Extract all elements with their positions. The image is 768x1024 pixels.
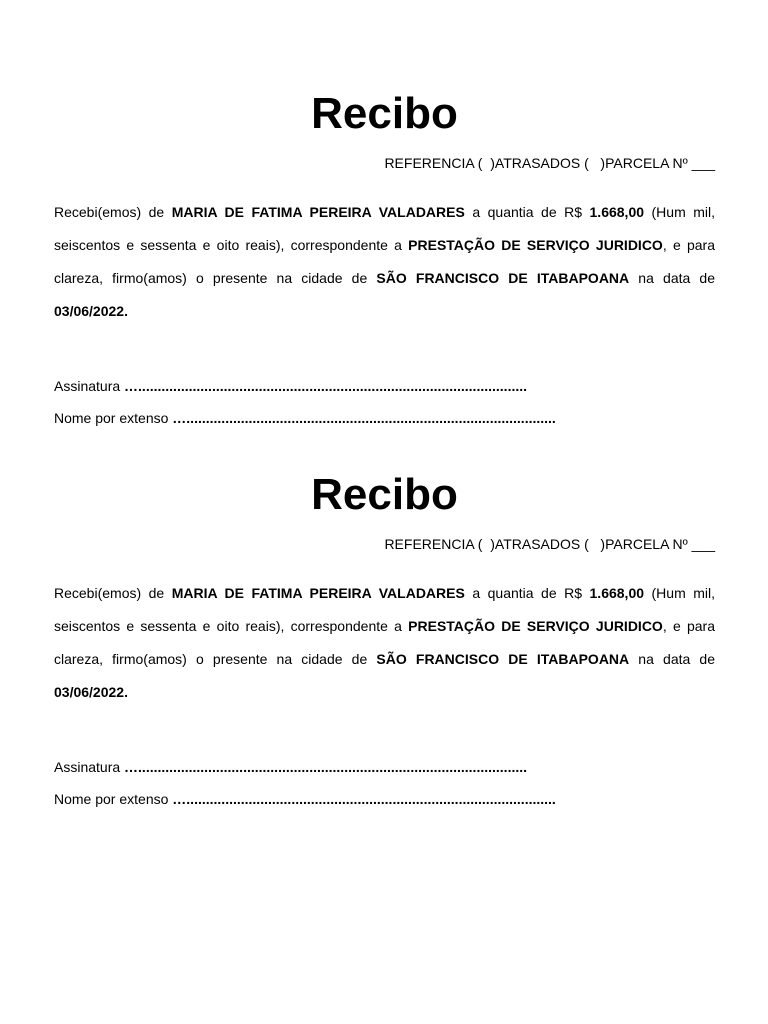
signature-dots: …....................................................................................................	[124, 378, 528, 394]
receipt-1	[54, 88, 715, 427]
receipt-title: Recibo	[311, 470, 458, 519]
city-name: SÃO FRANCISCO DE ITABAPOANA	[376, 651, 630, 667]
body-text-segment: (Hum mil, seiscentos e sessenta e oito reais), correspondente a	[54, 585, 715, 634]
signature-line	[54, 758, 715, 776]
body-text-segment: , e para clareza, firmo(amos) o presente na cidade de	[54, 237, 715, 286]
payer-name: MARIA DE FATIMA PEREIRA VALADARES	[171, 585, 465, 601]
body-text-segment: na data de	[629, 270, 715, 286]
body-text-segment: (Hum mil, seiscentos e sessenta e oito reais), correspondente a	[54, 204, 715, 253]
signature-label: Assinatura	[54, 759, 125, 775]
payer-name: MARIA DE FATIMA PEREIRA VALADARES	[171, 204, 465, 220]
body-text-segment: , e para clareza, firmo(amos) o presente na cidade de	[54, 618, 715, 667]
body-text-segment: Recebi(emos) de	[54, 204, 172, 220]
receipt-body	[54, 577, 715, 709]
fullname-dots: …...............................................................................................	[172, 410, 556, 426]
reference-line: REFERENCIA ( )ATRASADOS ( )PARCELA Nº ___	[384, 155, 715, 171]
receipt-date: 03/06/2022.	[54, 684, 128, 700]
fullname-label: Nome por extenso	[54, 791, 173, 807]
reference-line: REFERENCIA ( )ATRASADOS ( )PARCELA Nº ___	[384, 536, 715, 552]
receipt-title: Recibo	[311, 89, 458, 138]
amount-value: 1.668,00	[589, 585, 645, 601]
city-name: SÃO FRANCISCO DE ITABAPOANA	[376, 270, 630, 286]
body-text-segment: a quantia de R$	[464, 204, 590, 220]
receipt-2	[54, 469, 715, 808]
signature-dots: …....................................................................................................	[124, 759, 528, 775]
body-text-segment: na data de	[629, 651, 715, 667]
receipt-body	[54, 196, 715, 328]
fullname-dots: …...............................................................................................	[172, 791, 556, 807]
receipt-date: 03/06/2022.	[54, 303, 128, 319]
fullname-line	[54, 409, 715, 427]
body-text-segment: a quantia de R$	[464, 585, 590, 601]
service-description: PRESTAÇÃO DE SERVIÇO JURIDICO	[408, 237, 663, 253]
fullname-label: Nome por extenso	[54, 410, 173, 426]
amount-value: 1.668,00	[589, 204, 645, 220]
service-description: PRESTAÇÃO DE SERVIÇO JURIDICO	[408, 618, 663, 634]
body-text-segment: Recebi(emos) de	[54, 585, 172, 601]
signature-line	[54, 377, 715, 395]
fullname-line	[54, 790, 715, 808]
signature-label: Assinatura	[54, 378, 125, 394]
